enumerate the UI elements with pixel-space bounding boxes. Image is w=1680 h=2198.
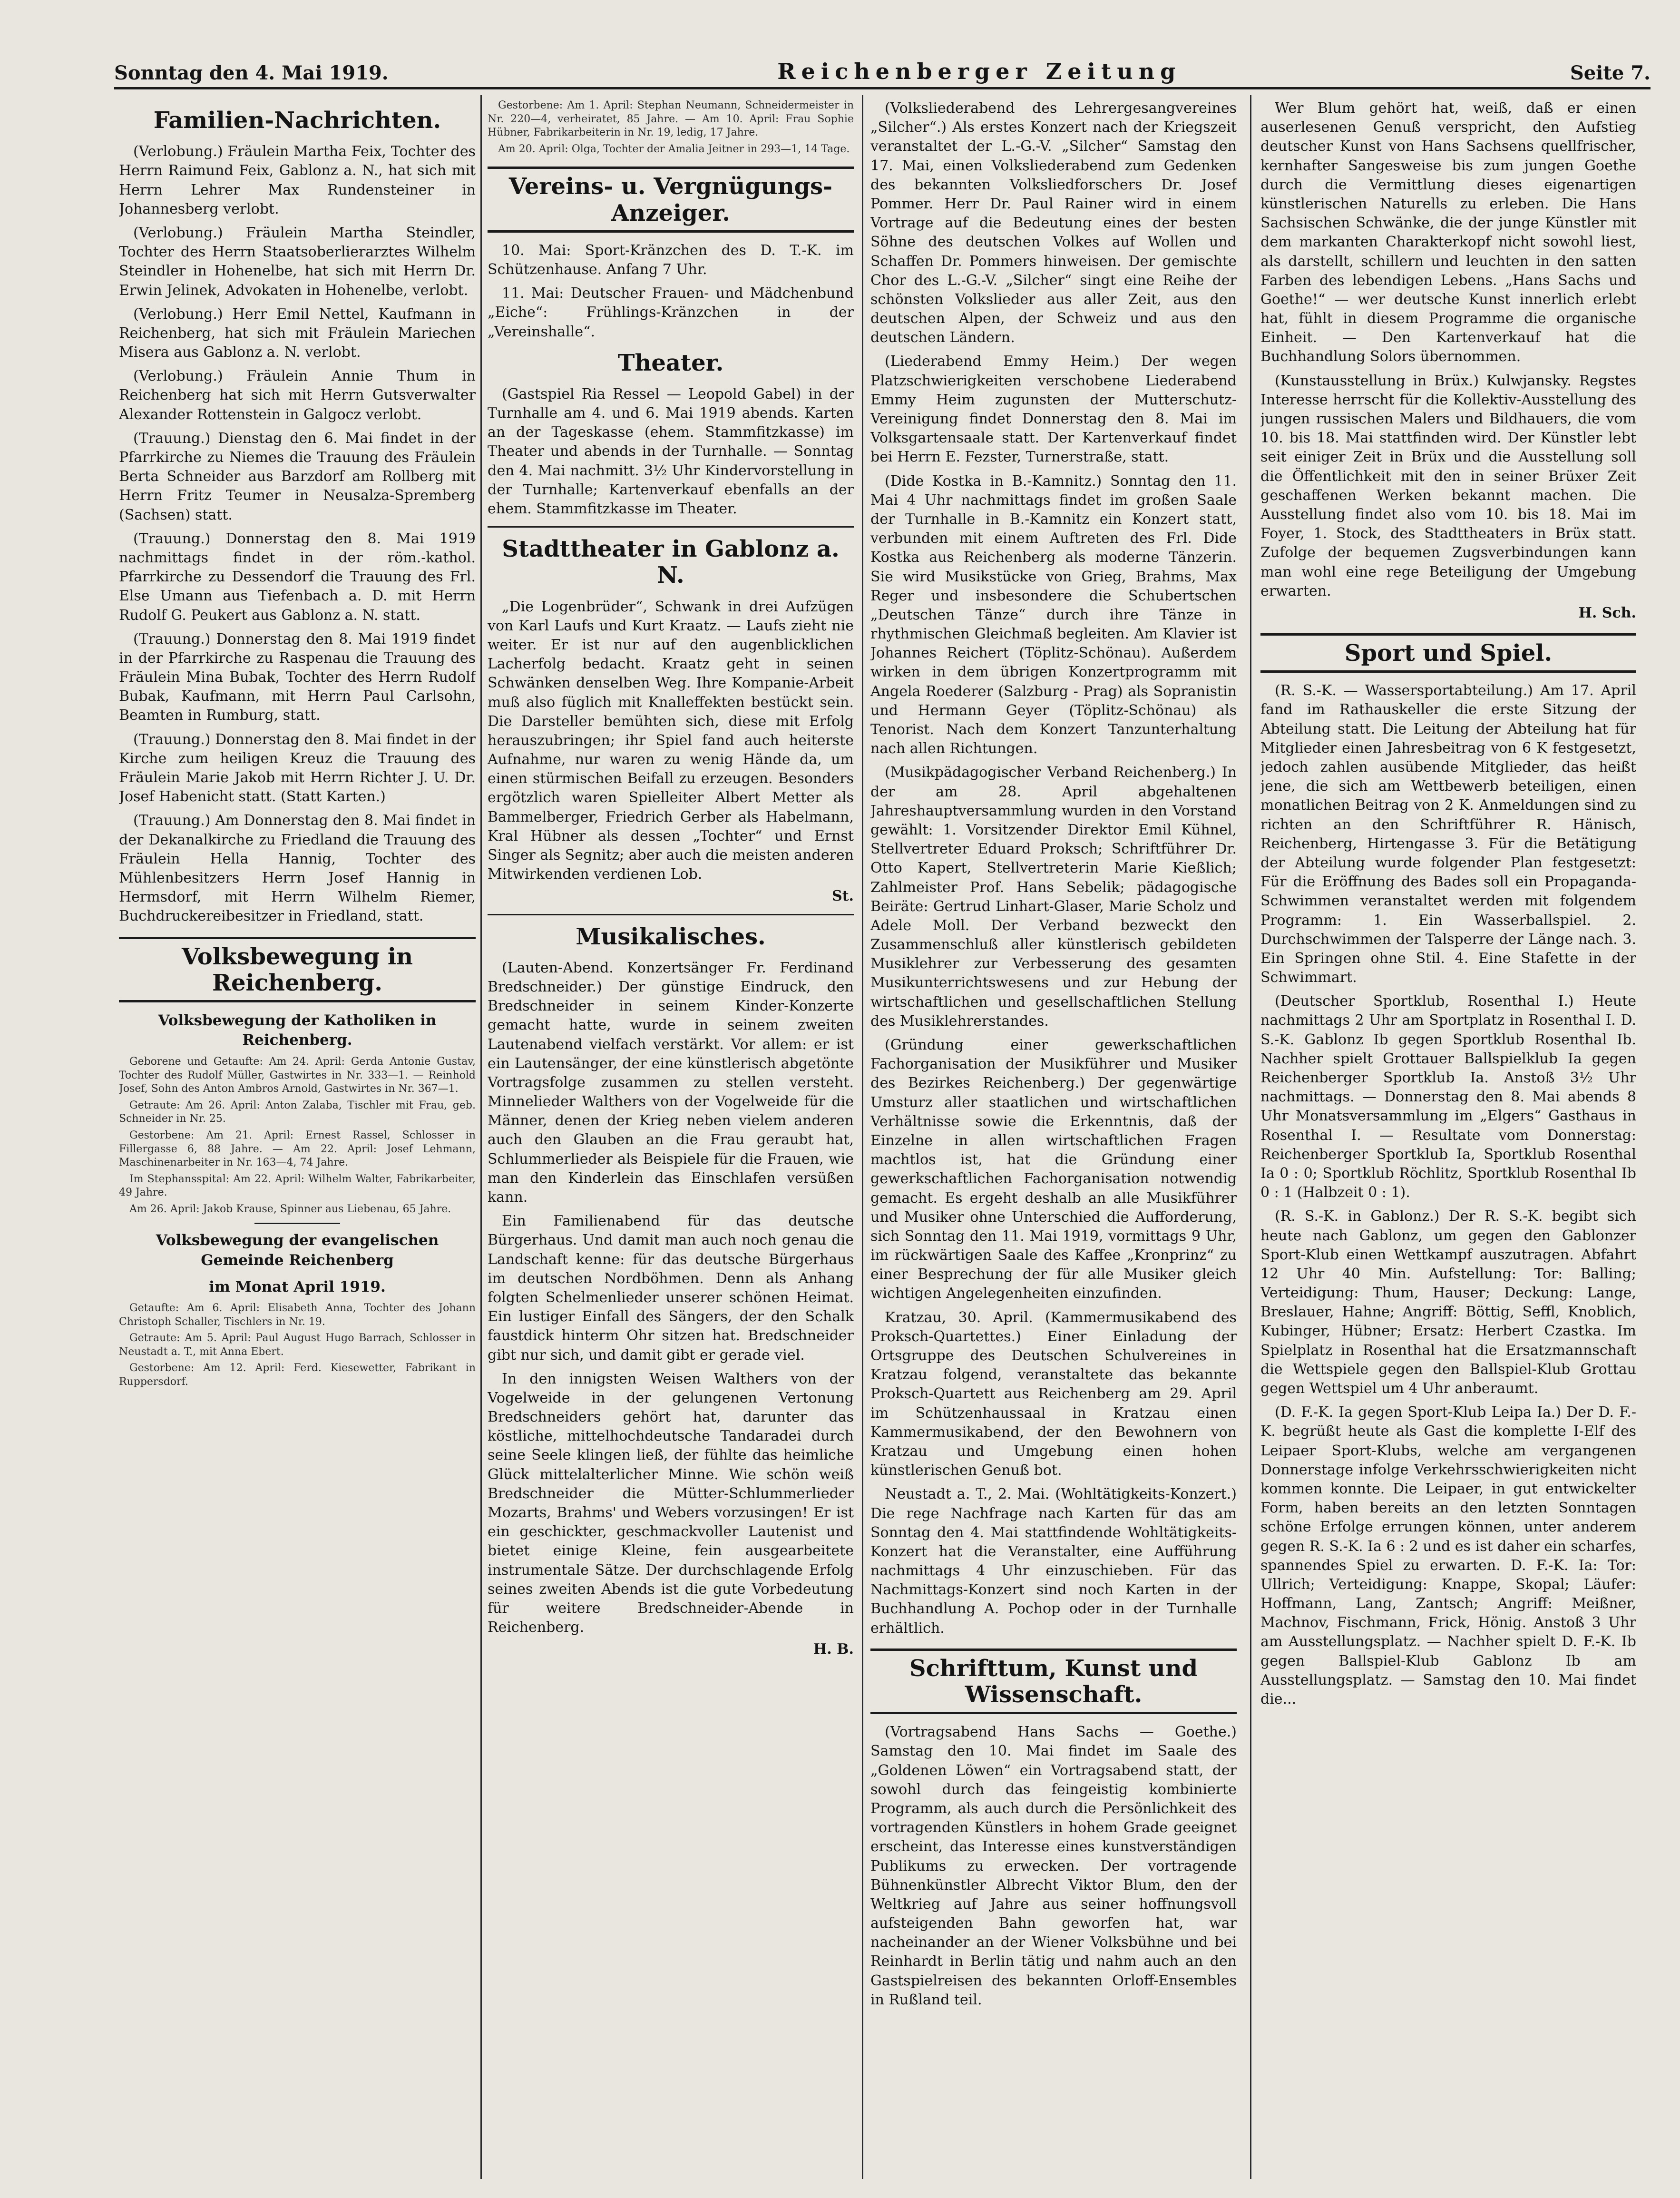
article-paragraph: (Musikpädagogischer Verband Reichenberg.) In der am 28. April abgehaltenen Jahreshauptversammlung wurden in den Vorstand gewählt: 1. Vorsitzender Direktor Emil Kühnel, Stellvertreter Eduard Proksch; Schriftführer Dr. Otto Kapert, Stellvertreterin Marie Kießlich; Zahlmeister Prof. Hans Sebelik; pädagogische Beiräte: Gertrud Linhart-Glaser, Marie Scholz und Adele Moll. Der Verband bezweckt den Zusammenschluß aller künstlerisch gebildeten Musiklehrer zur Verbesserung des gesamten Musikunterrichtswesens und zur Hebung der wirtschaftlichen und gesellschaftlichen Stellung des Musiklehrerstandes. xyxy=(870,764,1237,1030)
article-paragraph: „Die Logenbrüder“, Schwank in drei Aufzügen von Karl Laufs und Kurt Kraatz. — Laufs zieht nie weiter. Er ist nur auf den augenblicklichen Lacherfolg bedacht. Kraatz geht in seinen Schwänken denselben Weg. Ihre Kompanie-Arbeit muß also füglich mit Knalleffekten bestückt sein. Die Darsteller bemühten sich, diese mit Erfolg herauszubringen; ihr Spiel fand auch heiterste Aufnahme, nur waren zu wenig Hände da, um einen stürmischen Beifall zu erzeugen. Besonders ergötzlich waren Spielleiter Albert Metter als Bammelberger, Friedrich Gerber als Habelmann, Kral Hübner als dessen „Tochter“ und Ernst Singer als Segnitz; aber auch die meisten anderen Mitwirkenden verdienen Lob. xyxy=(488,598,854,883)
author-signature: H. Sch. xyxy=(1578,604,1636,621)
notice-paragraph: (Trauung.) Am Donnerstag den 8. Mai findet in der Dekanalkirche zu Friedland die Trauung des Fräulein Hella Hannig, Tochter des Mühlenbesitzers Herrn Josef Hannig in Hermsdorf, mit Herrn Wilhelm Riemer, Buchdruckereibesitzer in Friedland, statt. xyxy=(119,812,476,925)
notice-paragraph: (Trauung.) Donnerstag den 8. Mai findet in der Kirche zum heiligen Kreuz die Trauung des Fräulein Marie Jakob mit Herrn Richter J. U. Dr. Josef Habenicht statt. (Statt Karten.) xyxy=(119,731,476,805)
register-entry: Gestorbene: Am 1. April: Stephan Neumann, Schneidermeister in Nr. 220—4, verheiratet, 85 Jahre. — Am 10. April: Frau Sophie Hübner, Fabrikarbeiterin in Nr. 19, ledig, 17 Jahre. xyxy=(488,99,854,139)
article-paragraph: (Kunstausstellung in Brüx.) Kulwjansky. Regstes Interesse herrscht für die Kollektiv-Ausstellung des jungen russischen Malers und Bildhauers, die vom 10. bis 18. Mai stattfinden wird. Der Künstler lebt seit einiger Zeit in Brüx und die Ausstellung soll die Öffentlichkeit mit den in seiner Brüxer Zeit geschaffenen Werken bekannt machen. Die Ausstellung findet also vom 10. bis 18. Mai im Foyer, 1. Stock, des Stadttheaters in Brüx statt. Zufolge der bequemen Zugsverbindungen kann man wohl eine rege Beteiligung der Umgebung erwarten. xyxy=(1260,372,1636,599)
divider xyxy=(488,526,854,528)
running-head xyxy=(114,51,1651,89)
article-paragraph: Neustadt a. T., 2. Mai. (Wohltätigkeits-Konzert.) Die rege Nachfrage nach Karten für das am Sonntag den 4. Mai stattfindende Wohltätigkeits-Konzert hat die Veranstalter, eine Aufführung nachmittags 4 Uhr einzuschieben. Für das Nachmittags-Konzert sind noch Karten in der Buchhandlung A. Pochop oder in der Turnhalle erhältlich. xyxy=(870,1486,1237,1637)
column-1 xyxy=(119,99,476,2184)
issue-date: Sonntag den 4. Mai 1919. xyxy=(114,62,389,84)
divider xyxy=(254,1223,340,1224)
register-entry: Am 20. April: Olga, Tochter der Amalia Jeitner in 293—1, 14 Tage. xyxy=(498,143,850,155)
column-rule xyxy=(862,95,863,2179)
article-paragraph: Ein Familienabend für das deutsche Bürgerhaus. Und damit man auch noch genau die Landschaft kenne: für das deutsche Bürgerhaus im deutschen Nordböhmen. Denn als Anhang folgten Schelmenlieder unserer schönen Heimat. Ein lustiger Einfall des Sängers, der den Schalk faustdick hinterm Ohr sitzen hat. Bredschneider gibt nur sich, und damit gibt er gerade viel. xyxy=(488,1213,854,1364)
column-rule xyxy=(480,95,482,2179)
notice-paragraph: (Trauung.) Donnerstag den 8. Mai 1919 nachmittags findet in der röm.-kathol. Pfarrkirche zu Dessendorf die Trauung des Frl. Else Umann aus Tiefenbach a. D. mit Herrn Rudolf G. Peukert aus Gablonz a. N. statt. xyxy=(119,530,476,624)
article-paragraph: (D. F.-K. Ia gegen Sport-Klub Leipa Ia.) Der D. F.-K. begrüßt heute als Gast die komplette I-Elf des Leipaer Sport-Klubs, welche am vergangenen Donnerstage infolge Verkehrsschwierigkeiten nicht kommen konnte. Die Leipaer, in gut entwickelter Form, haben bereits an den letzten Sonntagen schöne Erfolge errungen können, unter anderem gegen R. S.-K. Ia 6 : 2 und es ist daher ein scharfes, spannendes Spiel zu erwarten. D. F.-K. Ia: Tor: Ullrich; Verteidigung: Knappe, Skopal; Läufer: Hoffmann, Lang, Zantsch; Angriff: Meißner, Machnov, Fischmann, Frick, Hönig. Anstoß 3 Uhr am Ausstellungsplatz. — Nachher spielt D. F.-K. Ib gegen Ballspiel-Klub Gablonz Ib am Ausstellungsplatz. — Samstag den 10. Mai findet die... xyxy=(1260,1404,1636,1707)
article-paragraph: (R. S.-K. — Wassersportabteilung.) Am 17. April fand im Rathauskeller die erste Sitzung der Abteilung statt. Die Leitung der Abteilung hat für Mitglieder einen Jahresbeitrag von 6 K festgesetzt, jedoch zahlen ausübende Mitglieder, das heißt jene, die sich am Wettbewerb beteiligen, einen monatlichen Beitrag von 2 K. Anmeldungen sind zu richten an den Schriftführer R. Hänisch, Reichenberg, Hirtengasse 3. Für die Betätigung der Abteilung wurde folgender Plan festgesetzt: Für die Eröffnung des Bades soll ein Propaganda-Schwimmen veranstaltet werden mit folgendem Programm: 1. Ein Wasserballspiel. 2. Durchschwimmen der Talsperre der Länge nach. 3. Ein Springen ohne Stil. 4. Eine Stafette in der Schwimmart. xyxy=(1260,682,1636,986)
section-heading-stadttheater: Stadttheater in Gablonz a. N. xyxy=(502,536,840,589)
subheading-evangelical: Volksbewegung der evangelischen Gemeinde Reichenberg xyxy=(156,1232,439,1269)
article-paragraph: (Lauten-Abend. Konzertsänger Fr. Ferdinand Bredschneider.) Der günstige Eindruck, den Bredschneider in seinem Kinder-Konzerte gemacht hatte, wurde in seinem zweiten Lautenabend vielfach verstärkt. Vor allem: er ist ein Lautensänger, der eine künstlerisch abgetönte Vortragsfolge zusammen zu stellen versteht. Minnelieder Walthers von der Vogelweide für die Männer, denen der Krieg neben vielem anderen auch den Glauben an die Frau geraubt hat, Schlummerlieder als Beispiele für die Frauen, wie man den Kinderlein das Einschlafen versüßen kann. xyxy=(488,959,854,1206)
notice-paragraph: (Trauung.) Dienstag den 6. Mai findet in der Pfarrkirche zu Niemes die Trauung des Fräulein Berta Schneider aus Barzdorf am Rollberg mit Herrn Fritz Teumer in Neusalza-Spremberg (Sachsen) statt. xyxy=(119,430,476,523)
article-paragraph: (Vortragsabend Hans Sachs — Goethe.) Samstag den 10. Mai findet im Saale des „Goldenen Löwen“ ein Vortragsabend statt, der sowohl durch das feingeistig kombinierte Programm, als auch durch die Persönlichkeit des vortragenden Künstlers in hohem Grade geeignet erscheint, das Interesse eines kunstverständigen Publikums zu erwecken. Der vortragende Bühnenkünstler Albrecht Viktor Blum, den der Weltkrieg auf Jahre aus seiner hoffnungsvoll aufsteigenden Bahn geworfen hat, war nacheinander an der Wiener Volksbühne und bei Reinhardt in Berlin tätig und nahm auch an den Gastspielreisen des bekannten Orloff-Ensembles in Rußland teil. xyxy=(870,1724,1237,2008)
article-paragraph: In den innigsten Weisen Walthers von der Vogelweide in der gelungenen Vertonung Bredschneiders gehört hat, darunter das köstliche, mittelhochdeutsche Tandaradei durch seine Seele klingen ließ, der fühlte das heimliche Glück mittelalterlicher Minne. Wie schön weiß Bredschneider die Mütter-Schlummerlieder Mozarts, Brahms' und Webers vorzusingen! Er ist ein geschickter, geschmackvoller Lautenist und bietet einige Kleine, fein ausgearbeitete instrumentale Sätze. Der durchschlagende Erfolg seines zweiten Abends ist die gute Vorbedeutung für weitere Bredschneider-Abende in Reichenberg. xyxy=(488,1370,854,1636)
column-3 xyxy=(870,99,1237,2184)
divider xyxy=(488,914,854,915)
section-heading-schrifttum: Schrifttum, Kunst und Wissenschaft. xyxy=(870,1648,1237,1714)
register-entry: Geborene und Getaufte: Am 24. April: Gerda Antonie Gustav, Tochter des Rudolf Müller, Gastwirtes in Nr. 333—1. — Reinhold Josef, Sohn des Anton Ambros Arnold, Gastwirtes in Nr. 367—1. xyxy=(119,1055,476,1095)
event-notice: 10. Mai: Sport-Kränzchen des D. T.-K. im Schützenhause. Anfang 7 Uhr. xyxy=(488,242,854,278)
article-paragraph: (Deutscher Sportklub, Rosenthal I.) Heute nachmittags 2 Uhr am Sportplatz in Rosenthal I. D. S.-K. Gablonz Ib gegen Sportklub Rosenthal Ib. Nachher spielt Grottauer Ballspielklub Ia gegen Reichenberger Sportklub Ia. Anstoß 3½ Uhr nachmittags. — Donnerstag den 8. Mai abends 8 Uhr Monatsversammlung im „Elgers“ Gasthaus in Rosenthal I. — Resultate vom Donnerstag: Reichenberger Sportklub Ia, Sportklub Rosenthal Ia 0 : 0; Sportklub Röchlitz, Sportklub Rosenthal Ib 0 : 1 (Halbzeit 0 : 1). xyxy=(1260,993,1636,1201)
section-heading-volksbewegung: Volksbewegung in Reichenberg. xyxy=(119,937,476,1002)
column-rule xyxy=(1250,95,1251,2179)
article-paragraph: (Liederabend Emmy Heim.) Der wegen Platzschwierigkeiten verschobene Liederabend Emmy Heim zugunsten der Mutterschutz-Vereinigung findet Donnerstag den 8. Mai im Volksgartensaale statt. Der Kartenverkauf findet bei Herrn E. Fezster, Turnerstraße, statt. xyxy=(870,353,1237,466)
notice-paragraph: (Verlobung.) Fräulein Martha Steindler, Tochter des Herrn Staatsoberlierarztes Wilhelm Steindler in Hohenelbe, hat sich mit Herrn Dr. Erwin Jelinek, Advokaten in Hohenelbe, verlobt. xyxy=(119,224,476,299)
article-paragraph: Kratzau, 30. April. (Kammermusikabend des Proksch-Quartettes.) Einer Einladung der Ortsgruppe des Deutschen Schulvereines in Kratzau folgend, veranstaltete das bekannte Proksch-Quartett aus Reichenberg am 29. April im Schützenhaussaal in Kratzau einen Kammermusikabend, der den Bewohnern von Kratzau und Umgebung einen hohen künstlerischen Genuß bot. xyxy=(870,1309,1237,1479)
register-entry: Gestorbene: Am 12. April: Ferd. Kiesewetter, Fabrikant in Ruppersdorf. xyxy=(119,1362,476,1388)
article-paragraph: (Gründung einer gewerkschaftlichen Fachorganisation der Musikführer und Musiker des Bezirkes Reichenberg.) Der gegenwärtige Umsturz aller staatlichen und wirtschaftlichen Verhältnisse sowie die Erkenntnis, daß der Einzelne in allen wirtschaftlichen Fragen machtlos ist, hat die Gründung einer gewerkschaftlichen Fachorganisation notwendig gemacht. Es ergeht deshalb an alle Musikführer und Musiker ohne Unterschied die Aufforderung, sich Sonntag den 11. Mai 1919, vormittags 9 Uhr, im rückwärtigen Saale des Kaffee „Kronprinz“ zu einer Besprechung der für alle Musiker gleich wichtigen Angelegenheiten einzufinden. xyxy=(870,1037,1237,1302)
author-signature: H. B. xyxy=(813,1641,854,1658)
notice-paragraph: (Verlobung.) Fräulein Annie Thum in Reichenberg hat sich mit Herrn Gutsverwalter Alexander Rottenstein in Galgocz verlobt. xyxy=(119,368,476,423)
column-4 xyxy=(1260,99,1636,2184)
subheading-month: im Monat April 1919. xyxy=(209,1278,386,1295)
register-entry: Getraute: Am 26. April: Anton Zalaba, Tischler mit Frau, geb. Schneider in Nr. 25. xyxy=(119,1099,476,1125)
section-heading-vereine: Vereins- u. Vergnügungs-Anzeiger. xyxy=(488,167,854,232)
masthead-title: Reichenberger Zeitung xyxy=(777,59,1182,84)
subheading-catholic: Volksbewegung der Katholiken in Reichenberg. xyxy=(158,1011,437,1049)
register-entry: Getaufte: Am 6. April: Elisabeth Anna, Tochter des Johann Christoph Schaller, Tischlers in Nr. 19. xyxy=(119,1302,476,1328)
article-paragraph: Wer Blum gehört hat, weiß, daß er einen auserlesenen Genuß verspricht, den Aufstieg deutscher Kunst von Hans Sachsens quellfrischer, kernhafter Sangesweise bis zum jungen Goethe durch die Vermittlung dieses eigenartigen künstlerischen Naturells zu erleben. Die Hans Sachsischen Schwänke, die der junge Künstler mit dem markanten Charakterkopf nicht sowohl liest, als darstellt, schillern und leuchten in den satten Farben des lebendigen Lebens. „Hans Sachs und Goethe!“ — wer deutsche Kunst innerlich erlebt hat, fühlt in diesem Programme die organische Einheit. — Den Kartenverkauf hat die Buchhandlung Solors übernommen. xyxy=(1260,100,1636,365)
notice-paragraph: (Verlobung.) Herr Emil Nettel, Kaufmann in Reichenberg, hat sich mit Fräulein Mariechen Misera aus Gablonz a. N. verlobt. xyxy=(119,305,476,361)
article-paragraph: (Volksliederabend des Lehrergesangvereines „Silcher“.) Als erstes Konzert nach der Kriegszeit veranstaltet der L.-G.-V. „Silcher“ Samstag den 17. Mai, einen Volksliederabend zum Gedenken des bekannten Volksliedforschers Dr. Josef Pommer. Herr Dr. Paul Rainer wird in einem Vortrage auf die Bedeutung eines der besten Söhne des deutschen Volkes auf Wollen und Schaffen Dr. Pommers hinweisen. Der gemischte Chor des L.-G.-V. „Silcher“ singt eine Reihe der schönsten Volkslieder aus aller Zeit, aus den deutschen Alpen, der Schweiz und aus den deutschen Ländern. xyxy=(870,100,1237,346)
section-heading-musik: Musikalisches. xyxy=(576,923,766,950)
section-heading-theater: Theater. xyxy=(617,349,724,376)
register-entry: Getraute: Am 5. April: Paul August Hugo Barrach, Schlosser in Neustadt a. T., mit Anna Ebert. xyxy=(119,1332,476,1358)
author-signature: St. xyxy=(832,888,854,905)
register-entry: Im Stephansspital: Am 22. April: Wilhelm Walter, Fabrikarbeiter, 49 Jahre. xyxy=(119,1173,476,1199)
register-entry: Gestorbene: Am 21. April: Ernest Rassel, Schlosser in Fillergasse 6, 88 Jahre. — Am 22. April: Josef Lehmann, Maschinenarbeiter in Nr. 163—4, 74 Jahre. xyxy=(119,1129,476,1169)
column-2 xyxy=(488,99,854,2184)
notice-paragraph: (Trauung.) Donnerstag den 8. Mai 1919 findet in der Pfarrkirche zu Raspenau die Trauung des Fräulein Mina Bubak, Tochter des Herrn Rudolf Bubak, Kaufmann, mit Herrn Paul Carlsohn, Beamten in Rumburg, statt. xyxy=(119,630,476,724)
register-entry: Am 26. April: Jakob Krause, Spinner aus Liebenau, 65 Jahre. xyxy=(129,1203,451,1215)
notice-paragraph: (Verlobung.) Fräulein Martha Feix, Tochter des Herrn Raimund Feix, Gablonz a. N., hat sich mit Herrn Lehrer Max Rundensteiner in Johannesberg verlobt. xyxy=(119,143,476,217)
event-notice: 11. Mai: Deutscher Frauen- und Mädchenbund „Eiche“: Frühlings-Kränzchen in der „Vereinshalle“. xyxy=(488,285,854,340)
article-paragraph: (Dide Kostka in B.-Kamnitz.) Sonntag den 11. Mai 4 Uhr nachmittags findet im großen Saale der Turnhalle in B.-Kamnitz ein Konzert statt, verbunden mit einem Auftreten des Frl. Dide Kostka aus Reichenberg als moderne Tänzerin. Sie wird Musikstücke von Grieg, Brahms, Max Reger und insbesondere die Schubertschen „Deutschen Tänze“ durch ihre Tänze in rhythmischen Gleichmaß begleiten. Am Klavier ist Johannes Reichert (Töplitz-Schönau). Außerdem wirken in dem übrigen Konzertprogramm mit Angela Roederer (Salzburg - Prag) als Sopranistin und Hermann Geyer (Töplitz-Schönau) als Tenorist. Nach dem Konzert Tanzunterhaltung nach allen Richtungen. xyxy=(870,472,1237,757)
article-paragraph: (Gastspiel Ria Ressel — Leopold Gabel) in der Turnhalle am 4. und 6. Mai 1919 abends. Karten an der Tageskasse (ehem. Stammfitzkasse) im Theater und abends in der Turnhalle. — Sonntag den 4. Mai nachmitt. 3½ Uhr Kindervorstellung in der Turnhalle; Kartenverkauf ebenfalls an der ehem. Stammfitzkasse im Theater. xyxy=(488,385,854,517)
article-paragraph: (R. S.-K. in Gablonz.) Der R. S.-K. begibt sich heute nach Gablonz, um gegen den Gablonzer Sport-Klub einen Wettkampf auszutragen. Abfahrt 12 Uhr 40 Min. Aufstellung: Tor: Balling; Verteidigung: Thum, Hauser; Deckung: Lange, Breslauer, Hahne; Angriff: Böttig, Seffl, Knoblich, Kubinger, Hübner; Ersatz: Herbert Czastka. Im Spielplatz in Rosenthal hat die Ersatzmannschaft die Wettspiele gegen den Ballspiel-Klub Grottau gegen Wettspiel um 4 Uhr anberaumt. xyxy=(1260,1208,1636,1397)
section-heading-family: Familien-Nachrichten. xyxy=(153,107,441,134)
page-number: Seite 7. xyxy=(1570,62,1651,84)
section-heading-sport: Sport und Spiel. xyxy=(1260,633,1636,673)
